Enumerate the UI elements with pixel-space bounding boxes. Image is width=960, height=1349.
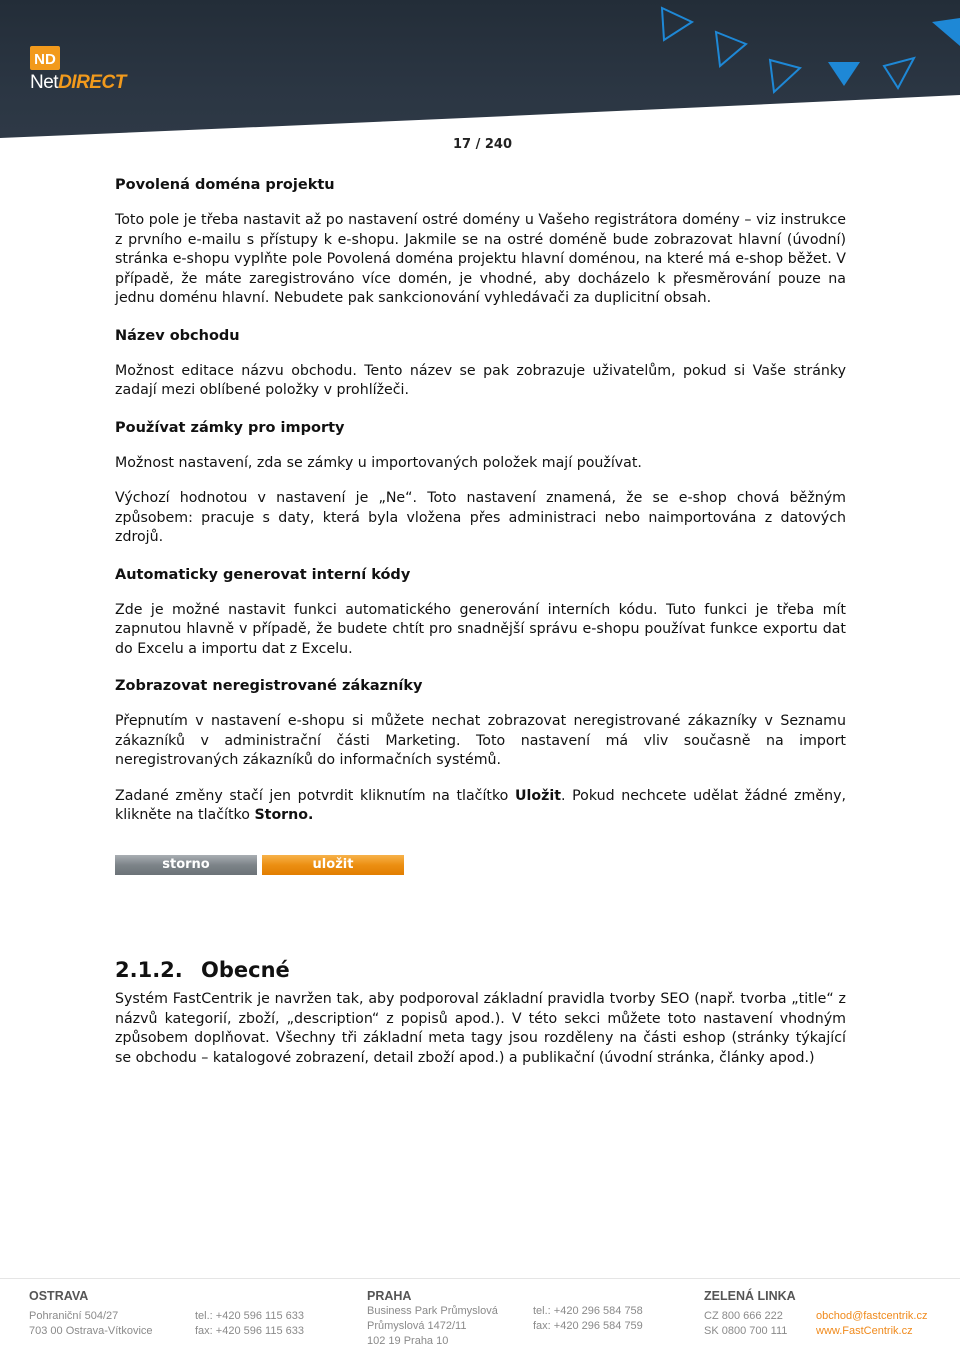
footer-praha-address-1: Business Park Průmyslová [367, 1305, 498, 1317]
footer-praha-address-3: 102 19 Praha 10 [367, 1335, 449, 1347]
paragraph-nazev: Možnost editace názvu obchodu. Tento název se pak zobrazuje uživatelům, pokud si Vaše stránky zadají mezi oblíbené položky v prohlížeči. [115, 362, 846, 398]
storno-button[interactable]: storno [115, 855, 257, 875]
section-heading-zakaznici: Zobrazovat neregistrované zákazníky [115, 678, 423, 694]
paragraph-zamky-1: Možnost nastavení, zda se zámky u importovaných položek mají používat. [115, 454, 642, 471]
footer-ostrava-address-1: Pohraniční 504/27 [29, 1310, 119, 1322]
section-heading-zamky: Používat zámky pro importy [115, 419, 345, 436]
footer-praha-fax: fax: +420 296 584 759 [533, 1320, 643, 1332]
page-header [0, 0, 960, 150]
footer-web-link[interactable]: www.FastCentrik.cz [816, 1325, 913, 1337]
paragraph-zakaznici: Přepnutím v nastavení e-shopu si můžete nechat zobrazovat neregistrované zákazníky v Seznamu zákazníků v administrační části Marketing. Toto nastavení má vliv současně na import neregistrovaných zákazníků do informačních systémů. [115, 713, 846, 768]
section-heading-domena: Povolená doména projektu [115, 177, 335, 193]
paragraph-zamky-2: Výchozí hodnotou v nastavení je „Ne“. Toto nastavení znamená, že se e-shop chová běžným způsobem: pracuje s daty, která byla vložena přes administraci nebo naimportována z datových zdrojů. [115, 490, 846, 545]
logo-mark-icon [30, 44, 62, 72]
footer-ostrava-address-2: 703 00 Ostrava-Vítkovice [29, 1325, 153, 1337]
triangle-outline-3 [770, 60, 800, 92]
main-content [115, 175, 846, 826]
chapter-heading: 2.1.2. Obecné [115, 958, 290, 982]
footer-ostrava-tel: tel.: +420 596 115 633 [195, 1310, 304, 1322]
netdirect-logo [30, 44, 140, 96]
section-heading-nazev: Název obchodu [115, 327, 240, 344]
section-heading-kody: Automaticky generovat interní kódy [115, 566, 411, 583]
triangle-outline-1 [662, 8, 692, 40]
save-button[interactable]: uložit [262, 855, 404, 875]
footer-praha-address-2: Průmyslová 1472/11 [367, 1320, 467, 1332]
page-number: 17 / 240 [453, 137, 513, 152]
triangle-filled-2 [932, 18, 960, 46]
triangle-outline-4 [884, 58, 914, 88]
header-decoration [0, 0, 960, 150]
paragraph-confirm: Zadané změny stačí jen potvrdit kliknutím na tlačítko Uložit. Pokud nechcete udělat žádné změny, klikněte na tlačítko Storno. [115, 787, 846, 823]
footer-praha-title: PRAHA [367, 1289, 412, 1303]
footer-email-link[interactable]: obchod@fastcentrik.cz [816, 1310, 928, 1322]
footer-ostrava-title: OSTRAVA [29, 1289, 89, 1303]
footer-zelena-title: ZELENÁ LINKA [704, 1289, 796, 1303]
chapter-body [115, 990, 846, 1068]
paragraph-domena: Toto pole je třeba nastavit až po nastavení ostré domény u Vašeho registrátora domény – viz instrukce z prvního e-mailu s přístupy k e-shopu. Jakmile se na ostré doméně bude zobrazovat hlavní (úvodní) stránka e-shopu vyplňte pole Povolená doména projektu hlavní doménou, na které má e-shop běžet. V případě, že máte zaregistrováno více domén, je vhodné, aby docházelo k přesměrování pouze na jednu doménu hlavní. Nebudete pak sankcionování vyhledávači za duplicitní obsah. [115, 212, 846, 306]
footer-zelena-sk: SK 0800 700 111 [704, 1325, 788, 1337]
triangle-filled-1 [828, 62, 860, 86]
footer-praha-tel: tel.: +420 296 584 758 [533, 1305, 643, 1317]
triangle-outline-2 [716, 32, 746, 66]
logo-text: NetDIRECT [30, 72, 126, 93]
footer-ostrava-fax: fax: +420 596 115 633 [195, 1325, 304, 1337]
footer-divider [0, 1278, 960, 1279]
paragraph-kody: Zde je možné nastavit funkci automatického generování interních kódu. Tuto funkci je třeba mít zapnutou hlavně v případě, že budete chtít pro snadnější správu e-shopu používat funkce exportu dat do Excelu a importu dat z Excelu. [115, 601, 846, 657]
svg-text:ND: ND [34, 51, 56, 68]
footer-zelena-cz: CZ 800 666 222 [704, 1310, 783, 1322]
paragraph-obecne: Systém FastCentrik je navržen tak, aby podporoval základní pravidla tvorby SEO (např. tvorba „title“ z názvů kategorií, zboží, „description“ z popisů apod.). V této sekci můžete toto nastavení vhodným způsobem doplňovat. Všechny tři základní meta tagy jsou rozděleny na části eshop (stránky týkající se obchodu – katalogové zobrazení, detail zboží apod.) a publikační (úvodní stránka, články apod.) [115, 991, 846, 1066]
